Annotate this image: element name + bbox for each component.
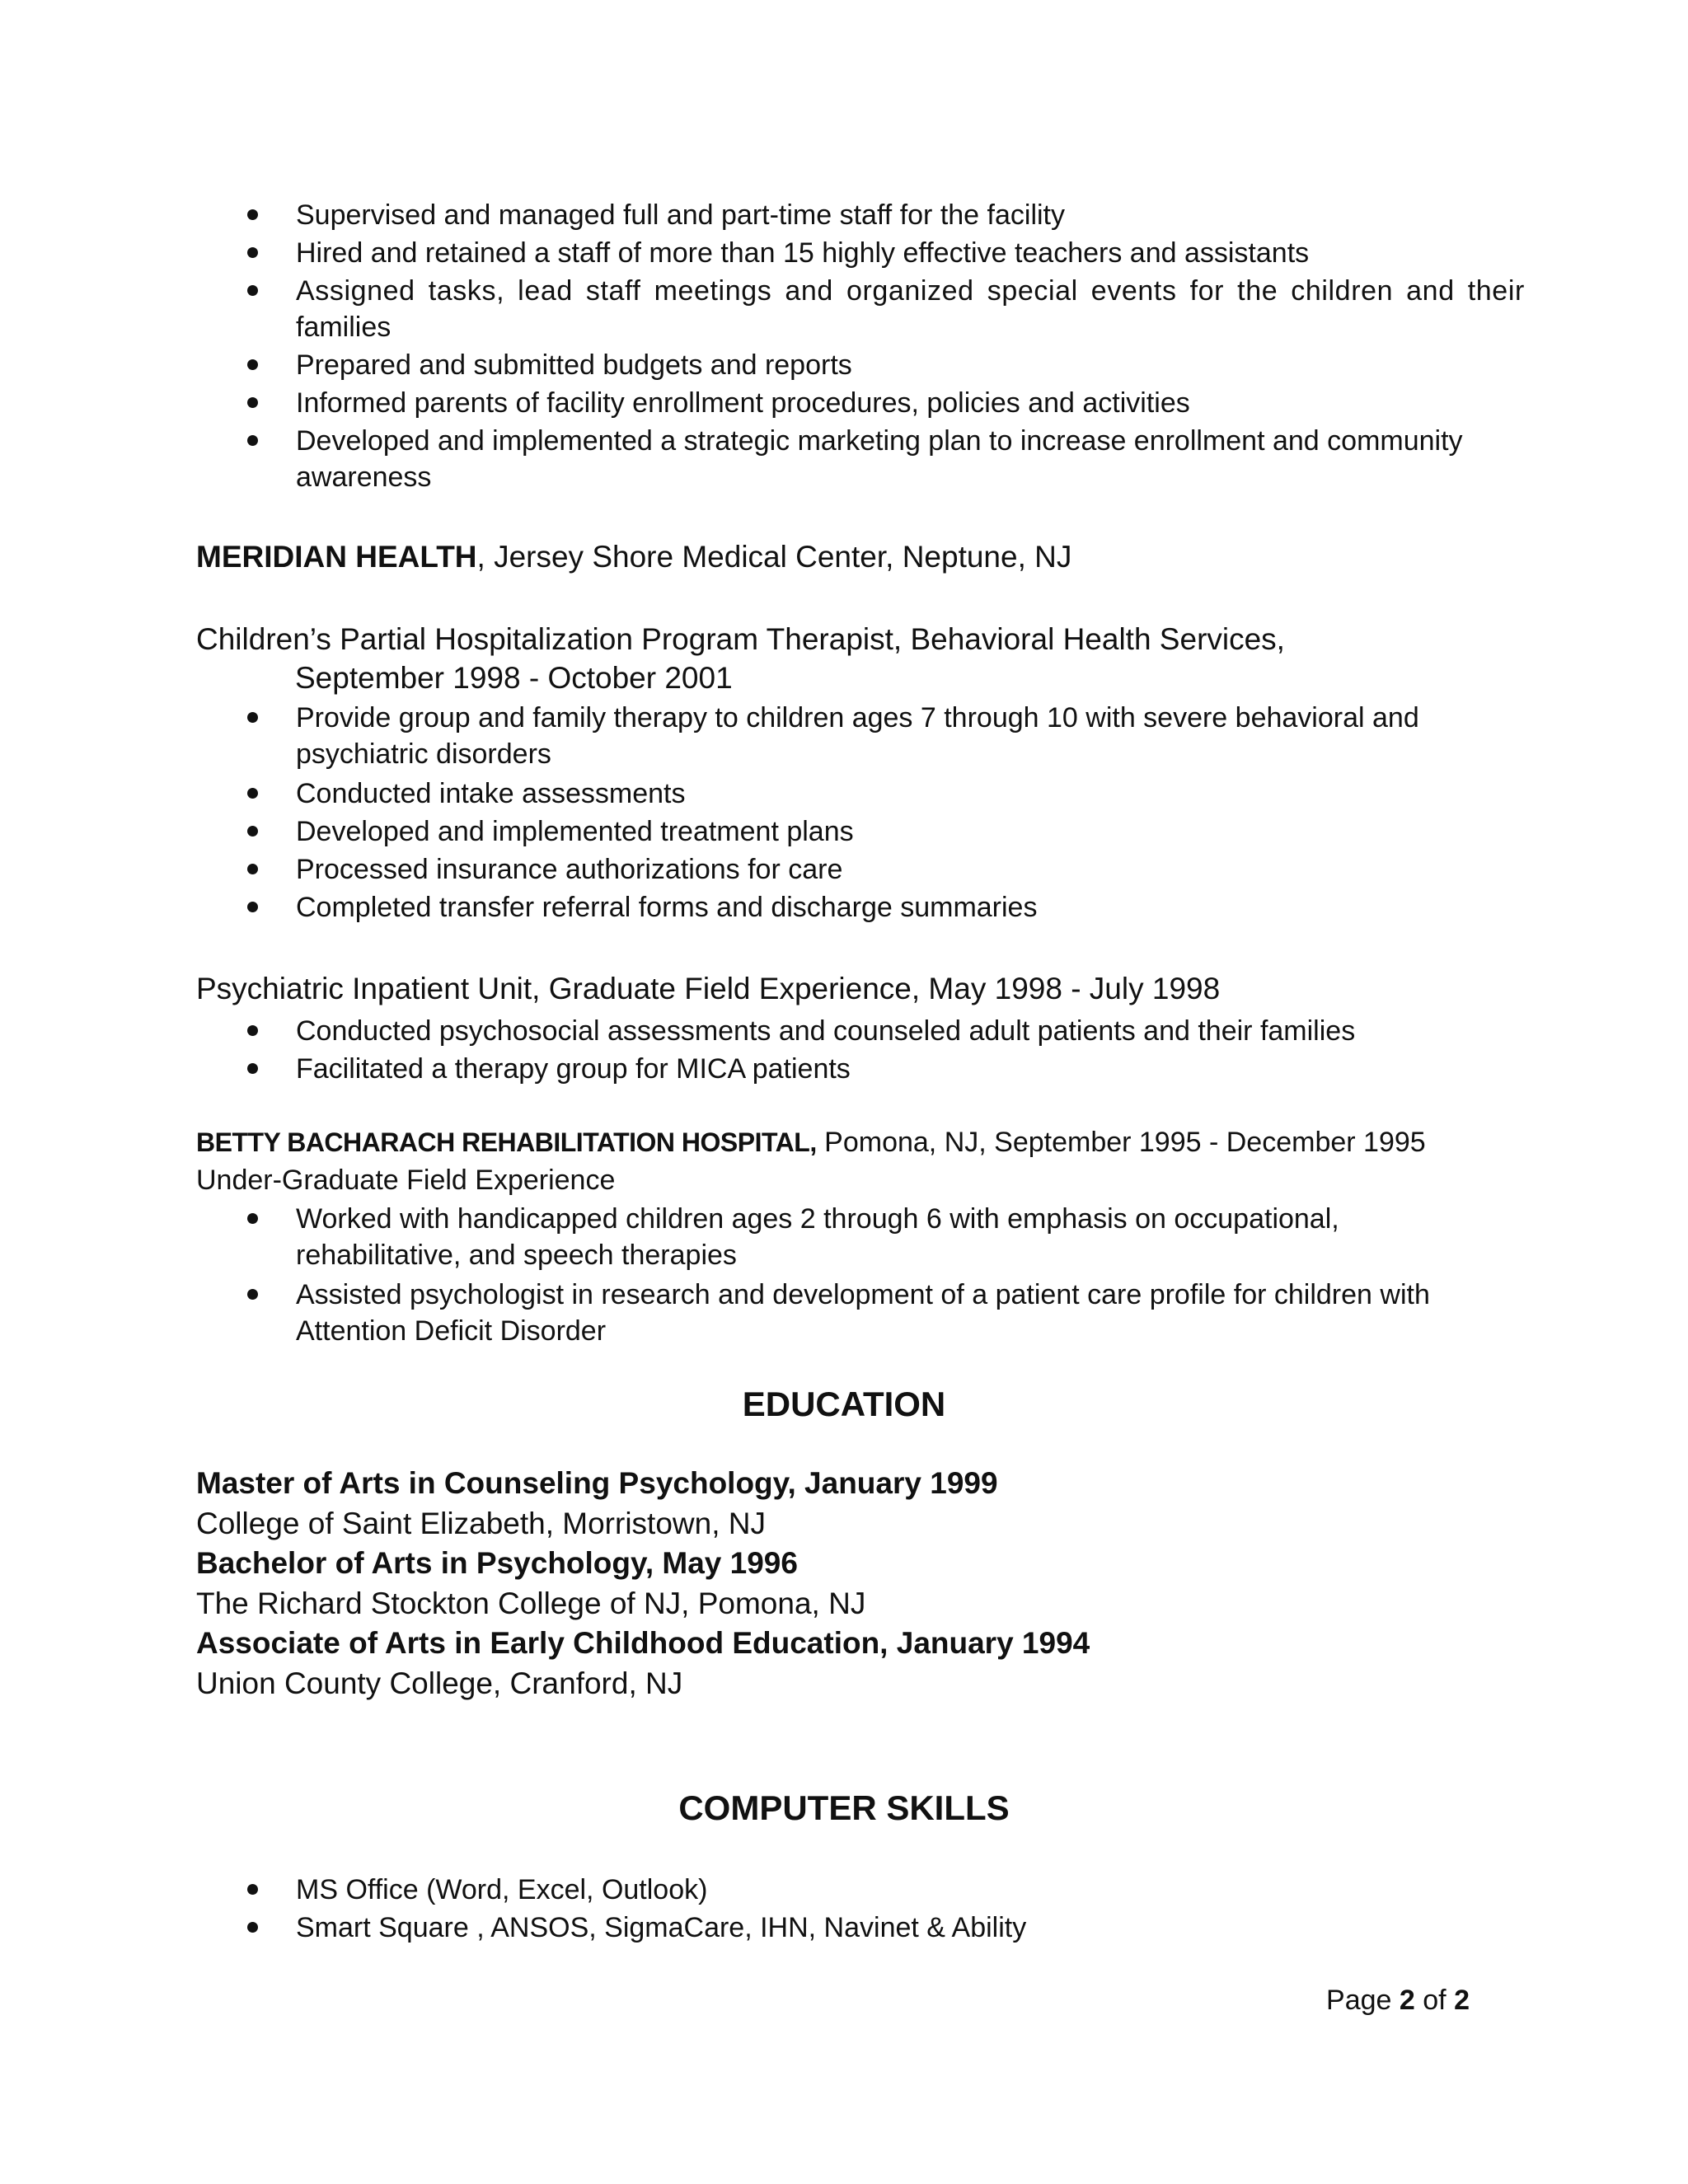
list-item-text: Prepared and submitted budgets and reports (296, 349, 852, 381)
list-item (0, 775, 1688, 813)
of-label: of (1414, 1985, 1455, 2016)
job-title-piu: Psychiatric Inpatient Unit, Graduate Field Experience, May 1998 - July 1998 (196, 972, 1221, 1005)
list-item-text: Facilitated a therapy group for MICA patients (296, 1053, 851, 1085)
bullet-icon (247, 864, 258, 874)
list-item (0, 888, 1688, 926)
list-item-text: Conducted psychosocial assessments and counseled adult patients and their families (296, 1015, 1356, 1047)
school-name: Union County College, Cranford, NJ (196, 1666, 683, 1700)
list-item (0, 346, 1688, 384)
employer-location: , Jersey Shore Medical Center, Neptune, NJ (476, 540, 1072, 574)
bullet-icon (247, 1063, 258, 1074)
current-page-number: 2 (1399, 1985, 1415, 2016)
total-page-count: 2 (1454, 1985, 1470, 2016)
list-item (0, 1200, 1688, 1276)
list-item (0, 813, 1688, 851)
degree-title: Associate of Arts in Early Childhood Education, January 1994 (196, 1626, 1090, 1660)
bullet-icon (247, 285, 258, 296)
bullet-icon (247, 1025, 258, 1036)
bullet-icon (247, 788, 258, 799)
school-name: College of Saint Elizabeth, Morristown, NJ (196, 1507, 766, 1540)
degree-title: Master of Arts in Counseling Psychology, January 1999 (196, 1466, 998, 1500)
list-item (0, 1871, 1688, 1909)
bullet-icon (247, 397, 258, 408)
bullet-icon (247, 902, 258, 912)
list-item-text: Developed and implemented a strategic marketing plan to increase enrollment and community (296, 425, 1463, 457)
previous-job-duties-list (0, 196, 1688, 496)
job-title-cphp: Children’s Partial Hospitalization Program Therapist, Behavioral Health Services, (196, 622, 1285, 656)
list-item-text: Smart Square , ANSOS, SigmaCare, IHN, Navinet & Ability (296, 1912, 1027, 1943)
bullet-icon (247, 209, 258, 220)
list-item-text: Assigned tasks, lead staff meetings and organized special events for the children and their (296, 275, 1525, 307)
list-item-continuation: rehabilitative, and speech therapies (296, 1240, 737, 1271)
list-item (0, 1012, 1688, 1050)
bullet-icon (247, 1213, 258, 1224)
computer-skills-list (0, 1871, 1688, 1947)
list-item-text: Assisted psychologist in research and development of a patient care profile for children with (296, 1279, 1430, 1310)
job-dates-cphp: September 1998 - October 2001 (295, 661, 733, 695)
list-item (0, 196, 1688, 234)
cphp-duties-list (0, 699, 1688, 926)
bullet-icon (247, 1922, 258, 1933)
list-item (0, 1909, 1688, 1947)
list-item (0, 699, 1688, 775)
list-item-text: Completed transfer referral forms and discharge summaries (296, 892, 1038, 923)
piu-duties-list (0, 1012, 1688, 1088)
education-heading: EDUCATION (742, 1385, 946, 1423)
employer-meridian-health (196, 537, 1071, 578)
list-item-text: Worked with handicapped children ages 2 through 6 with emphasis on occupational, (296, 1203, 1339, 1235)
employer-details: Pomona, NJ, September 1995 - December 1995 (816, 1127, 1426, 1158)
employer-name: BETTY BACHARACH REHABILITATION HOSPITAL, (196, 1127, 817, 1157)
list-item (0, 422, 1688, 496)
employer-betty-bacharach (196, 1123, 1426, 1161)
bullet-icon (247, 247, 258, 258)
bullet-icon (247, 826, 258, 837)
page-label: Page (1326, 1985, 1400, 2016)
page-number-footer (1326, 1981, 1470, 2019)
degree-title: Bachelor of Arts in Psychology, May 1996 (196, 1546, 798, 1580)
school-name: The Richard Stockton College of NJ, Pomona, NJ (196, 1586, 866, 1620)
betty-duties-list (0, 1200, 1688, 1352)
computer-skills-heading: COMPUTER SKILLS (678, 1788, 1010, 1827)
list-item-continuation: psychiatric disorders (296, 738, 551, 770)
list-item-text: MS Office (Word, Excel, Outlook) (296, 1874, 708, 1905)
bullet-icon (247, 1289, 258, 1300)
bullet-icon (247, 435, 258, 446)
list-item-continuation: awareness (296, 462, 432, 493)
list-item (0, 272, 1688, 346)
list-item-text: Developed and implemented treatment plans (296, 816, 854, 847)
list-item-text: Supervised and managed full and part-time staff for the facility (296, 199, 1065, 231)
list-item-text: Conducted intake assessments (296, 778, 686, 809)
job-subtitle-betty: Under-Graduate Field Experience (196, 1165, 616, 1196)
list-item-text: Hired and retained a staff of more than 15 highly effective teachers and assistants (296, 237, 1310, 269)
list-item (0, 234, 1688, 272)
list-item-continuation: Attention Deficit Disorder (296, 1315, 607, 1347)
list-item-text: Processed insurance authorizations for care (296, 854, 843, 885)
employer-name: MERIDIAN HEALTH (196, 540, 477, 574)
list-item-continuation: families (296, 312, 392, 343)
list-item (0, 1050, 1688, 1088)
bullet-icon (247, 712, 258, 723)
list-item (0, 1276, 1688, 1352)
bullet-icon (247, 359, 258, 370)
list-item (0, 384, 1688, 422)
bullet-icon (247, 1884, 258, 1895)
list-item-text: Informed parents of facility enrollment procedures, policies and activities (296, 387, 1190, 419)
list-item-text: Provide group and family therapy to children ages 7 through 10 with severe behavioral and (296, 702, 1419, 733)
list-item (0, 851, 1688, 888)
